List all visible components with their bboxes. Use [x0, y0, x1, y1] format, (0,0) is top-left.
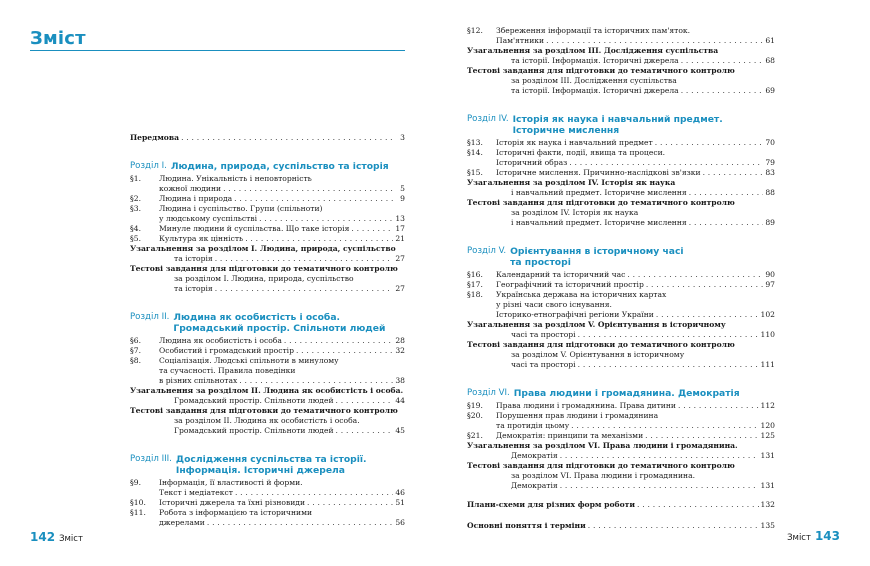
- toc-entry-cont: [467, 300, 775, 310]
- entry-text: за розділом IV. Історія як наука: [511, 208, 639, 217]
- entry-number: §21.: [467, 431, 483, 440]
- toc-entry: [130, 478, 405, 488]
- leader-dots: [560, 481, 759, 491]
- leader-dots: [235, 488, 393, 498]
- toc-entry: [130, 224, 405, 234]
- toc-entry-cont: [130, 488, 405, 498]
- summary-block-cont: [467, 330, 775, 340]
- section-title: [176, 454, 405, 476]
- toc-right-column: [467, 26, 775, 531]
- page-ref: 131: [760, 451, 775, 460]
- entry-text: та історії. Інформація. Історичні джерела: [511, 56, 679, 65]
- toc-entry: [467, 290, 775, 300]
- entry-text: джерелами: [159, 518, 205, 527]
- entry-number: §1.: [130, 174, 142, 183]
- test-block-cont: [130, 284, 405, 294]
- leader-dots: [207, 518, 393, 528]
- page-ref: 97: [765, 280, 775, 289]
- entry-text: Історичні джерела та їхні різновиди: [159, 498, 306, 507]
- test-block-cont: [467, 208, 775, 218]
- leader-dots: [223, 184, 393, 194]
- leader-dots: [646, 280, 763, 290]
- entry-text: і навчальний предмет. Історичне мислення: [511, 188, 687, 197]
- leader-dots: [681, 56, 763, 66]
- page-footer-left: [30, 530, 83, 544]
- summary-block: [130, 244, 405, 254]
- entry-text: за розділом II. Людина як особистість і особа.: [174, 416, 360, 425]
- test-block: [467, 461, 775, 471]
- toc-entry: [467, 401, 775, 411]
- page-ref: 79: [765, 158, 775, 167]
- summary-block: [130, 386, 405, 396]
- page-ref: 32: [395, 346, 405, 355]
- page-ref: 27: [395, 284, 405, 293]
- page-ref: 21: [395, 234, 405, 243]
- toc-entry: [467, 138, 775, 148]
- page-ref: 70: [765, 138, 775, 147]
- page-ref: 68: [765, 56, 775, 65]
- entry-text: у різні часи свого існування.: [496, 300, 612, 309]
- leader-dots: [181, 133, 393, 143]
- entry-text: Громадський простір. Спільноти людей: [174, 426, 334, 435]
- entry-text: та історії. Інформація. Історичні джерела: [511, 86, 679, 95]
- toc-entry: [467, 26, 775, 36]
- leader-dots: [689, 218, 763, 228]
- toc-entry: [130, 498, 405, 508]
- entry-text: Узагальнення за розділом II. Людина як особистість і особа.: [130, 386, 404, 395]
- page-ref: 45: [395, 426, 405, 435]
- entry-number: §20.: [467, 411, 483, 420]
- entry-text: Тестові завдання для підготовки до тематичного контролю: [467, 198, 735, 207]
- entry-text: Демократія: принципи та механізми: [496, 431, 644, 440]
- toc-entry: [130, 204, 405, 214]
- section-number: Розділ IV.: [467, 114, 509, 124]
- page-ref: 89: [765, 218, 775, 227]
- entry-number: §16.: [467, 270, 483, 279]
- entry-text: Пам'ятники: [496, 36, 545, 45]
- entry-text: Текст і медіатекст: [159, 488, 233, 497]
- entry-text: Узагальнення за розділом I. Людина, природа, суспільство: [130, 244, 396, 253]
- page-title: Зміст: [30, 28, 86, 49]
- test-block: [467, 198, 775, 208]
- entry-number: §8.: [130, 356, 142, 365]
- entry-text: Тестові завдання для підготовки до тематичного контролю: [467, 340, 735, 349]
- entry-text: та історія: [174, 254, 213, 263]
- leader-dots: [569, 158, 763, 168]
- summary-block-cont: [130, 254, 405, 264]
- leader-dots: [546, 36, 763, 46]
- spacer: [467, 96, 775, 105]
- leader-dots: [245, 234, 393, 244]
- page-ref: 46: [395, 488, 405, 497]
- test-block-cont: [467, 360, 775, 370]
- entry-text: у людському суспільстві: [159, 214, 258, 223]
- section-title: [514, 388, 775, 399]
- toc-entry-cont: [130, 184, 405, 194]
- page-ref: 131: [760, 481, 775, 490]
- leader-dots: [215, 284, 393, 294]
- test-block-cont: [130, 416, 405, 426]
- page-ref: 125: [760, 431, 775, 440]
- spacer: [467, 510, 775, 521]
- entry-text: Історичне мислення. Причинно-наслідкові зв'язки: [496, 168, 701, 177]
- test-block: [130, 406, 405, 416]
- entry-text: в різних спільнотах: [159, 376, 238, 385]
- page-ref: 13: [395, 214, 405, 223]
- entry-text: та сучасності. Правила поведінки: [159, 366, 296, 375]
- preface-entry: [130, 133, 405, 143]
- entry-number: §11.: [130, 508, 146, 517]
- leader-dots: [588, 521, 759, 531]
- entry-text: Соціалізація. Людські спільноти в минулому: [159, 356, 339, 365]
- leader-dots: [336, 426, 393, 436]
- section-title-line: Інформація. Історичні джерела: [175, 465, 345, 476]
- toc-entry-cont: [467, 421, 775, 431]
- toc-entry: [467, 280, 775, 290]
- test-block-cont: [130, 274, 405, 284]
- page-ref: 110: [760, 330, 775, 339]
- page-ref: 88: [765, 188, 775, 197]
- entry-text: Основні поняття і терміни: [467, 521, 586, 530]
- entry-text: часі та просторі: [511, 360, 576, 369]
- entry-text: Демократія: [511, 451, 558, 460]
- entry-text: Українська держава на історичних картах: [496, 290, 667, 299]
- entry-text: Громадський простір. Спільноти людей: [174, 396, 334, 405]
- leader-dots: [645, 431, 758, 441]
- leader-dots: [296, 346, 393, 356]
- section-heading: [130, 454, 405, 476]
- spacer: [467, 491, 775, 500]
- leader-dots: [655, 138, 763, 148]
- leader-dots: [351, 224, 393, 234]
- page-ref: 120: [760, 421, 775, 430]
- page-ref: 17: [395, 224, 405, 233]
- page-ref: 38: [395, 376, 405, 385]
- summary-block-cont: [467, 56, 775, 66]
- entry-text: Передмова: [130, 133, 180, 142]
- section-number: Розділ II.: [130, 312, 170, 322]
- toc-entry-cont: [130, 366, 405, 376]
- spacer: [467, 370, 775, 379]
- entry-text: Збереження інформації та історичних пам'яток.: [496, 26, 691, 35]
- section-title: [510, 246, 775, 268]
- section-heading: [130, 161, 405, 172]
- leader-dots: [234, 194, 393, 204]
- page-ref: 27: [395, 254, 405, 263]
- test-block-cont: [467, 481, 775, 491]
- entry-text: Людина і природа: [159, 194, 233, 203]
- section-title: [513, 114, 775, 136]
- entry-text: за розділом V. Орієнтування в історичному: [511, 350, 685, 359]
- entry-text: Історія як наука і навчальний предмет: [496, 138, 653, 147]
- page-footer-right: [787, 525, 840, 544]
- page-ref: 51: [395, 498, 405, 507]
- page-number: 142: [30, 530, 56, 544]
- test-block-cont: [467, 86, 775, 96]
- entry-text: і навчальний предмет. Історичне мислення: [511, 218, 687, 227]
- leader-dots: [284, 336, 393, 346]
- entry-text: за розділом VI. Права людини і громадянина.: [511, 471, 696, 480]
- toc-entry: [467, 168, 775, 178]
- toc-left-column: [130, 133, 405, 528]
- toc-entry: [130, 508, 405, 518]
- leader-dots: [560, 451, 759, 461]
- section-title-line: Громадський простір. Спільноти людей: [173, 323, 386, 334]
- entry-number: §4.: [130, 224, 142, 233]
- entry-text: Тестові завдання для підготовки до тематичного контролю: [130, 406, 398, 415]
- toc-entry: [130, 336, 405, 346]
- entry-text: Інформація, її властивості й форми.: [159, 478, 303, 487]
- entry-number: §6.: [130, 336, 142, 345]
- entry-text: Людина як особистість і особа: [159, 336, 282, 345]
- section-title-line: Дослідження суспільства та історії.: [175, 454, 367, 465]
- section-title-line: та просторі: [510, 257, 571, 268]
- page-ref: 112: [760, 401, 775, 410]
- page-ref: 90: [765, 270, 775, 279]
- test-block-cont: [467, 76, 775, 86]
- section-number: Розділ III.: [130, 454, 172, 464]
- page-ref: 69: [765, 86, 775, 95]
- page-ref: 83: [765, 168, 775, 177]
- spacer: [130, 143, 405, 152]
- entry-number: §2.: [130, 194, 142, 203]
- page-ref: 135: [760, 521, 775, 530]
- appendix-entry: [467, 521, 775, 531]
- entry-text: Людина. Унікальність і неповторність: [159, 174, 312, 183]
- spacer: [130, 294, 405, 303]
- section-title-line: Історія як наука і навчальний предмет.: [512, 114, 723, 125]
- test-block-cont: [467, 350, 775, 360]
- leader-dots: [578, 360, 759, 370]
- summary-block-cont: [467, 188, 775, 198]
- test-block: [467, 340, 775, 350]
- page-ref: 132: [760, 500, 775, 509]
- leader-dots: [656, 310, 759, 320]
- toc-entry-cont: [130, 376, 405, 386]
- leader-dots: [703, 168, 763, 178]
- page-ref: 111: [760, 360, 775, 369]
- entry-text: Тестові завдання для підготовки до тематичного контролю: [467, 66, 735, 75]
- entry-text: Людина і суспільство. Групи (спільноти): [159, 204, 323, 213]
- entry-number: §13.: [467, 138, 483, 147]
- leader-dots: [215, 254, 393, 264]
- summary-block: [467, 320, 775, 330]
- entry-text: Порушення прав людини і громадянина: [496, 411, 659, 420]
- entry-text: Узагальнення за розділом IV. Історія як наука: [467, 178, 676, 187]
- entry-text: Тестові завдання для підготовки до тематичного контролю: [467, 461, 735, 470]
- entry-text: Історико-етнографічні регіони України: [496, 310, 654, 319]
- section-title-line: Людина як особистість і особа.: [173, 312, 341, 323]
- entry-text: Тестові завдання для підготовки до тематичного контролю: [130, 264, 398, 273]
- entry-text: Історичні факти, події, явища та процеси.: [496, 148, 666, 157]
- entry-text: Демократія: [511, 481, 558, 490]
- section-heading: [467, 388, 775, 399]
- entry-text: Узагальнення за розділом III. Дослідження суспільства: [467, 46, 719, 55]
- leader-dots: [239, 376, 393, 386]
- page-ref: 102: [760, 310, 775, 319]
- test-block-cont: [467, 218, 775, 228]
- appendix-entry: [467, 500, 775, 510]
- page-ref: 44: [395, 396, 405, 405]
- test-block-cont: [467, 471, 775, 481]
- section-number: Розділ V.: [467, 246, 507, 256]
- leader-dots: [578, 330, 759, 340]
- page-number: 143: [814, 529, 840, 543]
- entry-number: §12.: [467, 26, 483, 35]
- entry-text: Узагальнення за розділом VI. Права людини і громадянина.: [467, 441, 738, 450]
- section-title: [171, 161, 405, 172]
- leader-dots: [627, 270, 763, 280]
- summary-block: [467, 46, 775, 56]
- entry-number: §18.: [467, 290, 483, 299]
- entry-text: за розділом I. Людина, природа, суспільство: [174, 274, 354, 283]
- toc-entry-cont: [467, 310, 775, 320]
- leader-dots: [689, 188, 763, 198]
- running-head: Зміст: [59, 534, 83, 544]
- entry-number: §7.: [130, 346, 142, 355]
- summary-block: [467, 441, 775, 451]
- toc-entry: [130, 346, 405, 356]
- section-number: Розділ I.: [130, 161, 167, 171]
- toc-entry: [467, 431, 775, 441]
- toc-entry-cont: [130, 518, 405, 528]
- leader-dots: [637, 500, 758, 510]
- summary-block-cont: [130, 396, 405, 406]
- page-ref: 28: [395, 336, 405, 345]
- summary-block-cont: [467, 451, 775, 461]
- page-ref: 61: [765, 36, 775, 45]
- page-ref: 56: [395, 518, 405, 527]
- entry-text: Робота з інформацією та історичними: [159, 508, 313, 517]
- toc-entry: [130, 234, 405, 244]
- entry-text: та протидія цьому: [496, 421, 570, 430]
- leader-dots: [259, 214, 393, 224]
- section-title-line: Орієнтування в історичному часі: [510, 246, 684, 257]
- section-title-line: Права людини і громадянина. Демократія: [513, 388, 740, 399]
- entry-text: часі та просторі: [511, 330, 576, 339]
- entry-number: §5.: [130, 234, 142, 243]
- entry-text: Особистий і громадський простір: [159, 346, 294, 355]
- leader-dots: [571, 421, 758, 431]
- entry-text: Географічний та історичний простір: [496, 280, 644, 289]
- toc-entry: [467, 270, 775, 280]
- entry-number: §15.: [467, 168, 483, 177]
- leader-dots: [678, 401, 759, 411]
- section-title: [173, 312, 405, 334]
- right-page: [435, 0, 870, 566]
- toc-entry: [467, 148, 775, 158]
- entry-text: Культура як цінність: [159, 234, 244, 243]
- spacer: [130, 436, 405, 445]
- entry-text: Історичний образ: [496, 158, 568, 167]
- entry-text: кожної людини: [159, 184, 222, 193]
- entry-number: §10.: [130, 498, 146, 507]
- test-block: [467, 66, 775, 76]
- leader-dots: [307, 498, 393, 508]
- entry-text: Календарний та історичний час: [496, 270, 626, 279]
- test-block-cont: [130, 426, 405, 436]
- entry-number: §9.: [130, 478, 142, 487]
- entry-number: §19.: [467, 401, 483, 410]
- spacer: [467, 228, 775, 237]
- entry-number: §3.: [130, 204, 142, 213]
- section-number: Розділ VI.: [467, 388, 510, 398]
- section-heading: [467, 246, 775, 268]
- toc-entry-cont: [130, 214, 405, 224]
- section-heading: [467, 114, 775, 136]
- entry-text: Права людини і громадянина. Права дитини: [496, 401, 676, 410]
- entry-text: Минуле людини й суспільства. Що таке історія: [159, 224, 350, 233]
- section-title-line: Історичне мислення: [512, 125, 620, 136]
- section-heading: [130, 312, 405, 334]
- toc-entry-cont: [467, 158, 775, 168]
- leader-dots: [336, 396, 393, 406]
- entry-text: Плани-схеми для різних форм роботи: [467, 500, 636, 509]
- toc-entry: [130, 194, 405, 204]
- running-head: Зміст: [787, 533, 811, 543]
- page-ref: 9: [400, 194, 405, 203]
- toc-entry: [467, 411, 775, 421]
- entry-text: за розділом III. Дослідження суспільства: [511, 76, 677, 85]
- toc-entry: [130, 356, 405, 366]
- toc-entry: [130, 174, 405, 184]
- entry-number: §14.: [467, 148, 483, 157]
- entry-text: Узагальнення за розділом V. Орієнтування в історичному: [467, 320, 726, 329]
- page-ref: 5: [400, 184, 405, 193]
- page-ref: 3: [400, 133, 405, 142]
- entry-text: та історія: [174, 284, 213, 293]
- entry-number: §17.: [467, 280, 483, 289]
- summary-block: [467, 178, 775, 188]
- title-divider: [30, 50, 405, 51]
- leader-dots: [681, 86, 763, 96]
- toc-entry-cont: [467, 36, 775, 46]
- section-title-line: Людина, природа, суспільство та історія: [170, 161, 389, 172]
- test-block: [130, 264, 405, 274]
